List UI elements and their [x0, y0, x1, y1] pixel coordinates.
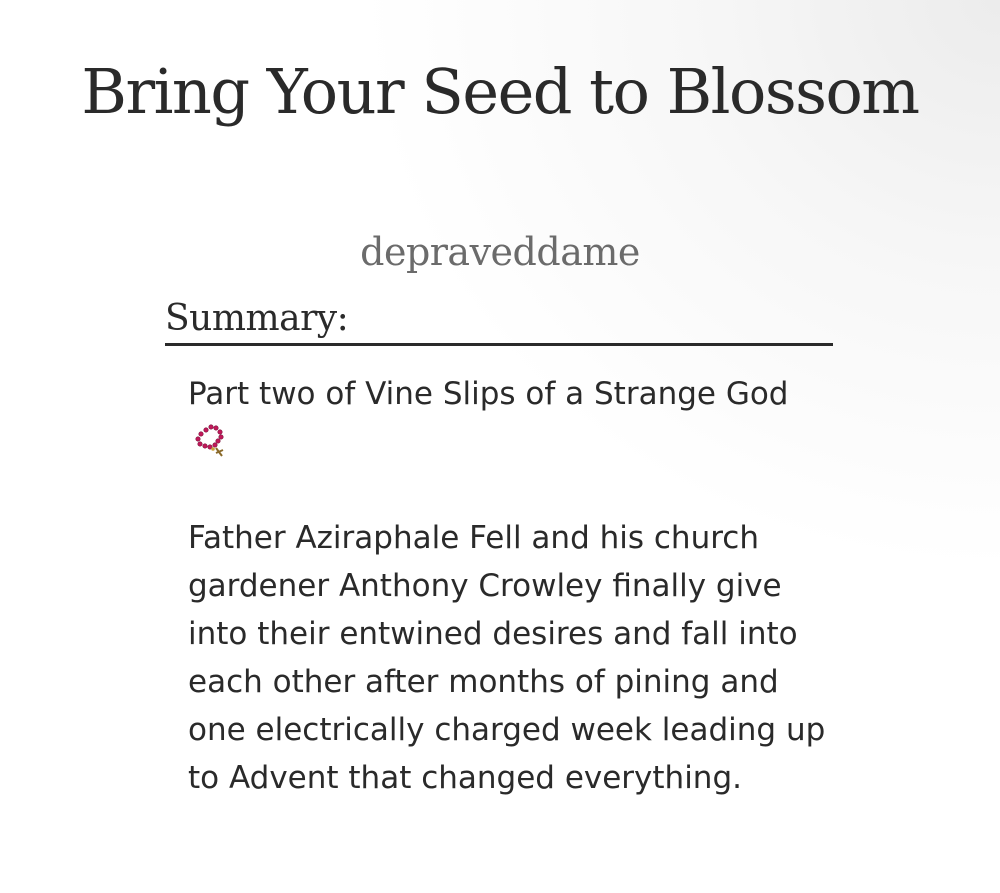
summary-paragraph-1-text: Part two of Vine Slips of a Strange God: [188, 376, 789, 412]
work-title: Bring Your Seed to Blossom: [81, 55, 919, 128]
summary-paragraph-2: Father Aziraphale Fell and his church gardener Anthony Crowley finally give into their entwined desires and fall into each other after months of pining and one electrically charged week leading up to Advent that changed everything.: [188, 520, 826, 796]
prayer-beads-icon: [192, 422, 232, 462]
summary-body: [188, 370, 828, 850]
summary-paragraph-1: [188, 370, 828, 466]
summary-heading: Summary:: [165, 296, 833, 346]
author-name[interactable]: depraveddame: [360, 230, 640, 274]
